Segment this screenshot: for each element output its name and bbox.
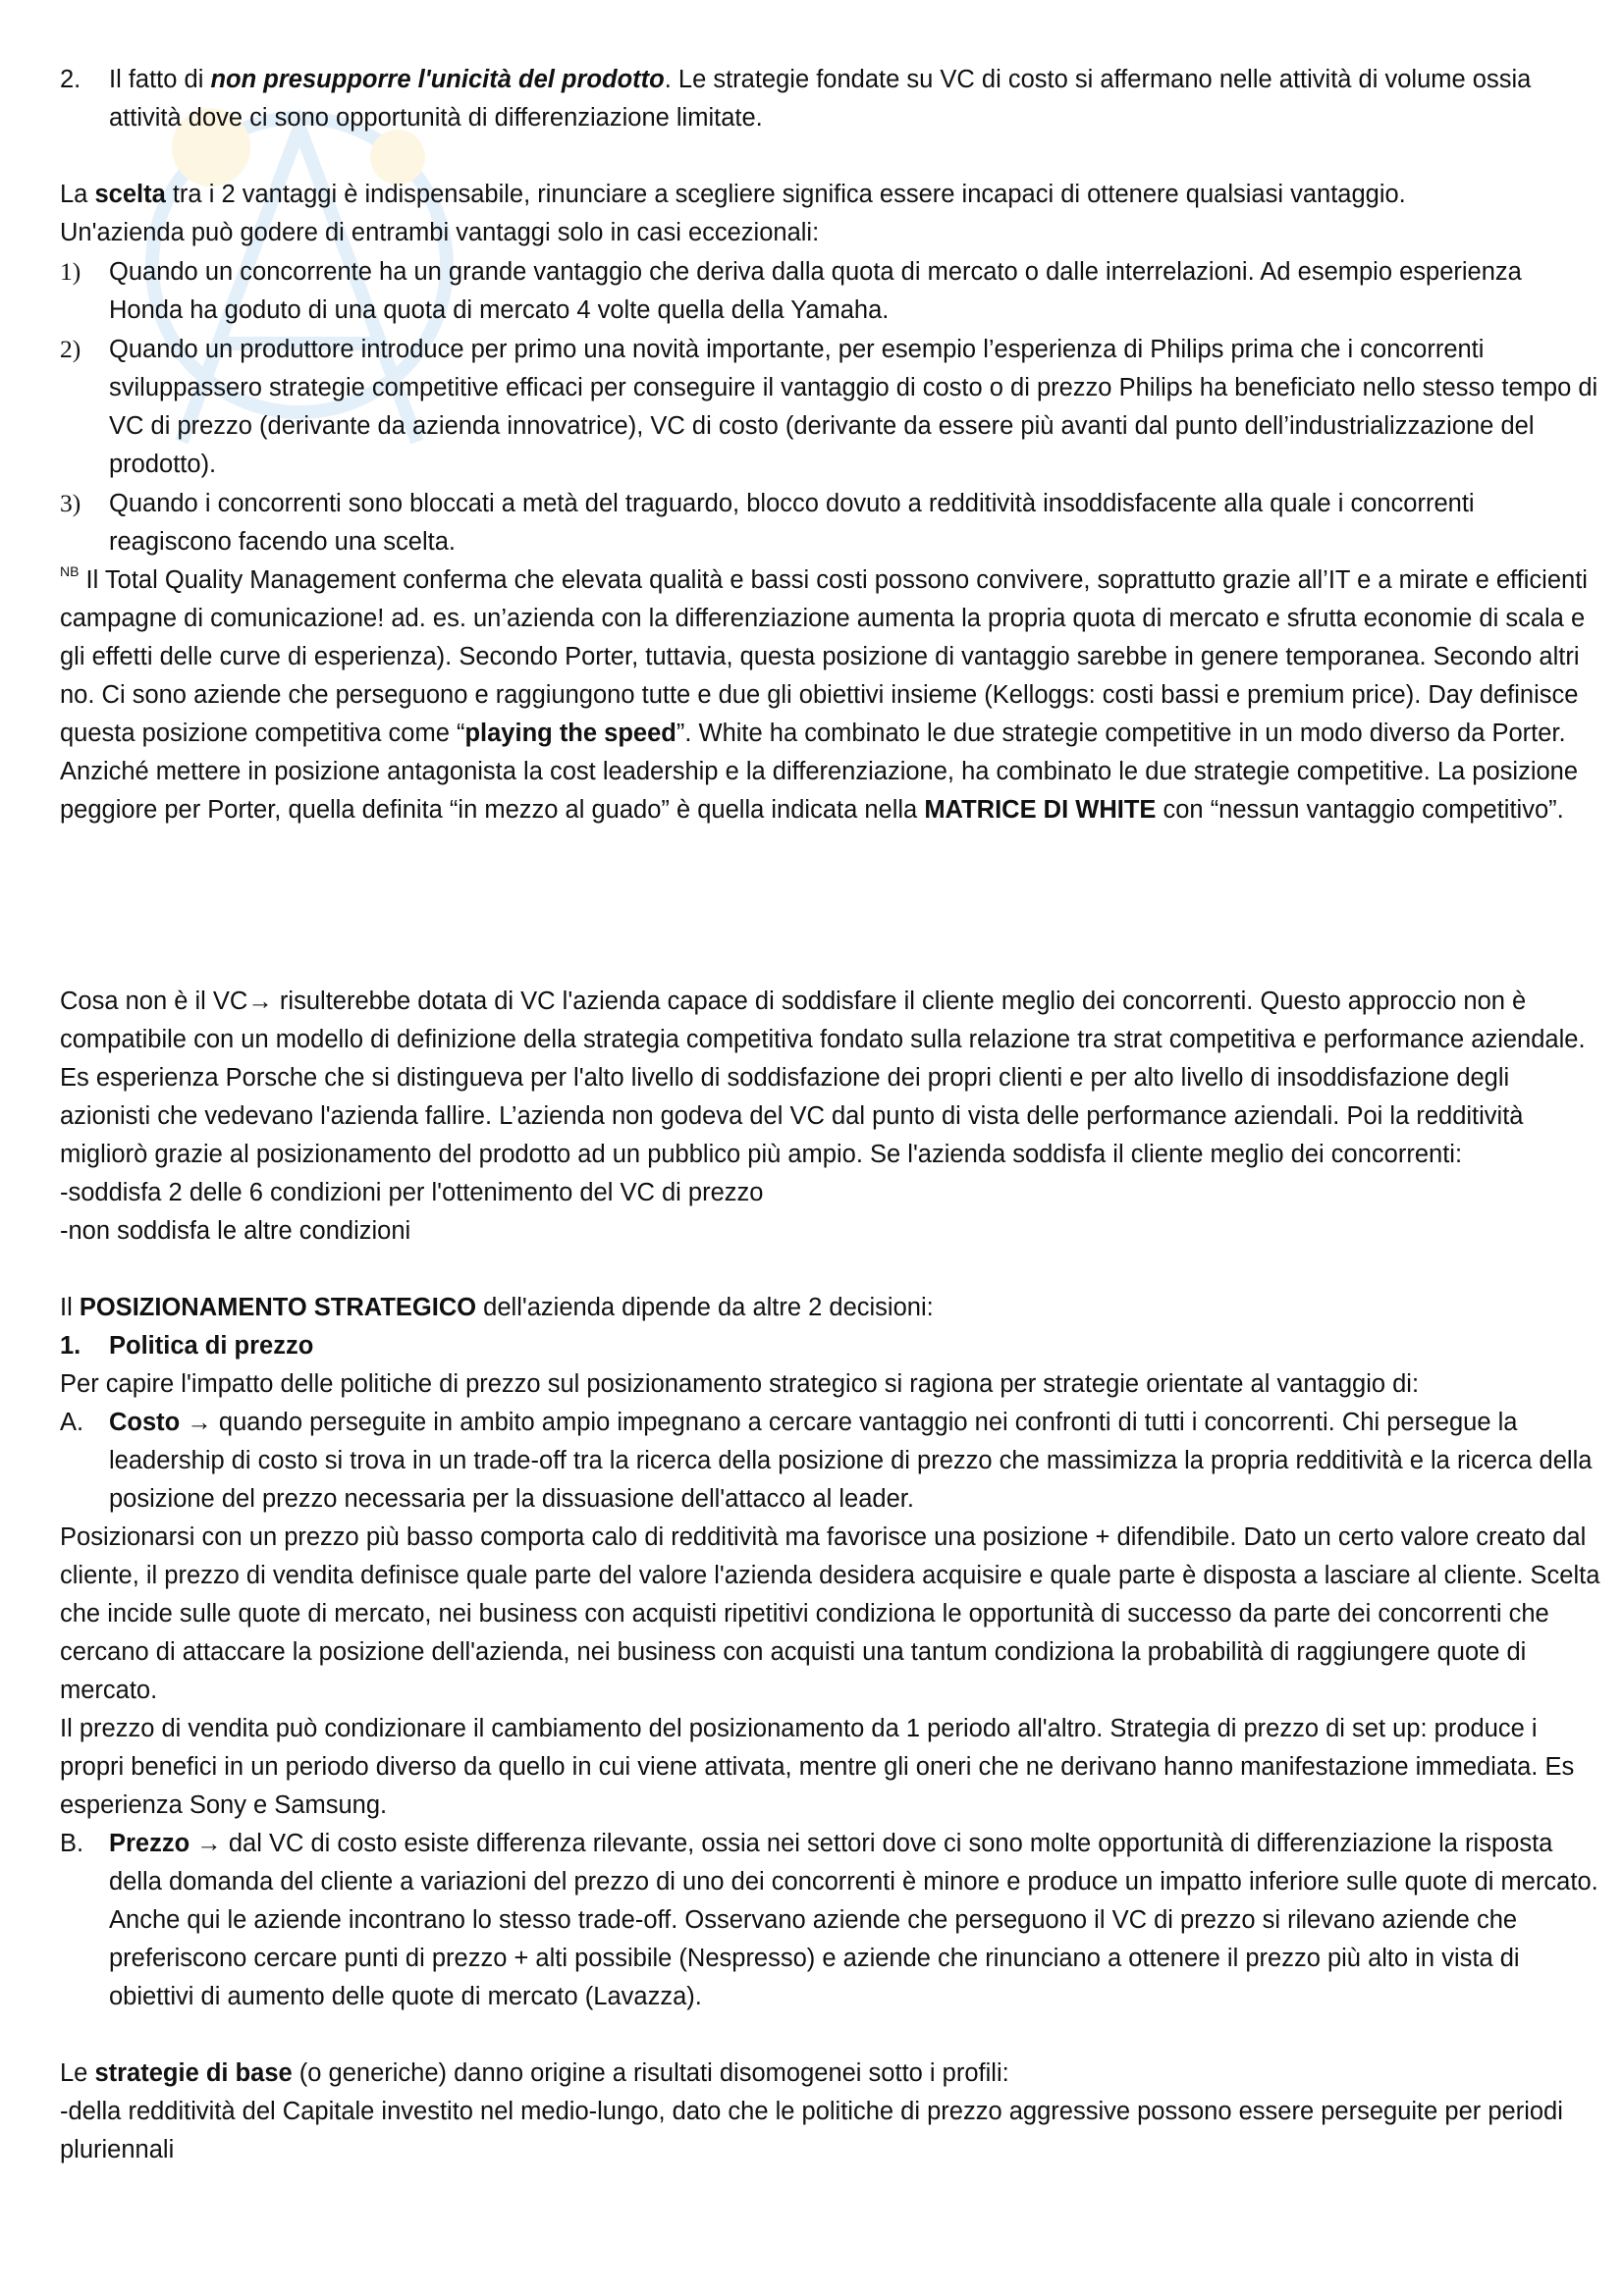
bold-term: playing the speed (464, 720, 676, 747)
list-line: -non soddisfa le altre condizioni (60, 1217, 411, 1245)
list-item: 3) Quando i concorrenti sono bloccati a metà del traguardo, blocco dovuto a redditività insoddisfacente alla quale i concorrenti reagiscono facendo una scelta. (60, 484, 1601, 561)
paragraph-cosa-non-e-vc: Cosa non è il VC→ risulterebbe dotata di VC l'azienda capace di soddisfare il cliente meglio dei concorrenti. Questo approccio non è compatibile con un modello di definizione della strategia competitiva fondato sulla relazione tra strat competitiva e performance aziendale. Es esperienza Porsche che si distingueva per l'alto livello di soddisfazione dei propri clienti e per alto livello di insoddisfazione degli azionisti che vedevano l'azienda fallire. L’azienda non godeva del VC dal punto di vista delle performance aziendali. Poi la redditività migliorò grazie al posizionamento del prodotto ad un pubblico più ampio. Se l'azienda soddisfa il cliente meglio dei concorrenti: (60, 988, 1586, 1168)
bold-term: strategie di base (94, 2059, 293, 2087)
bold-term: Prezzo (109, 1830, 190, 1857)
paragraph-posizionamento: Il POSIZIONAMENTO STRATEGICO dell'azienda dipende da altre 2 decisioni: (60, 1294, 934, 1321)
list-number: 2. (60, 66, 81, 93)
spacer (60, 829, 1601, 983)
list-line: -della redditività del Capitale investito nel medio-lungo, dato che le politiche di prezzo aggressive possono essere perseguite per periodi pluriennali (60, 2098, 1563, 2163)
paragraph-scelta: La scelta tra i 2 vantaggi è indispensabile, rinunciare a scegliere significa essere incapaci di ottenere qualsiasi vantaggio. (60, 181, 1406, 208)
spacer (60, 1251, 1601, 1289)
paragraph-casi: Un'azienda può godere di entrambi vantaggi solo in casi eccezionali: (60, 219, 820, 246)
spacer (60, 137, 1601, 176)
list-line: -soddisfa 2 delle 6 condizioni per l'ottenimento del VC di prezzo (60, 1179, 764, 1206)
section-heading (60, 1327, 1601, 1365)
paragraph-prezzo-vendita: Il prezzo di vendita può condizionare il cambiamento del posizionamento da 1 periodo all'altro. Strategia di prezzo di set up: produce i propri benefici in un periodo diverso da quello in cui viene attivata, mentre gli oneri che ne derivano hanno manifestazione immediata. Es esperienza Sony e Samsung. (60, 1715, 1575, 1819)
bold-term: scelta (94, 181, 166, 208)
paragraph-intro: Per capire l'impatto delle politiche di prezzo sul posizionamento strategico si ragiona per strategie orientate al vantaggio di: (60, 1370, 1420, 1398)
document-page (60, 61, 1601, 2169)
paragraph-nb: $^{NB}$ Il Total Quality Management conferma che elevata qualità e bassi costi possono convivere, soprattutto grazie all’IT e a mirate e efficienti campagne di comunicazione! ad. es. un’azienda con la differenziazione aumenta la propria quota di mercato e sfrutta economie di scala e gli effetti delle curve di esperienza). Secondo Porter, tuttavia, questa posizione di vantaggio sarebbe in genere temporanea. Secondo altri no. Ci sono aziende che perseguono e raggiungono tutte e due gli obiettivi insieme (Kelloggs: costi bassi e premium price). Day definisce questa posizione competitiva come “playing the speed”. White ha combinato le due strategie competitive in un modo diverso da Porter. Anziché mettere in posizione antagonista la cost leadership e la differenziazione, ha combinato le due strategie competitive. La posizione peggiore per Porter, quella definita “in mezzo al guado” è quella indicata nella MATRICE DI WHITE con “nessun vantaggio competitivo”. (60, 563, 1588, 824)
paragraph-posizionarsi: Posizionarsi con un prezzo più basso comporta calo di redditività ma favorisce una posizione + difendibile. Dato un certo valore creato dal cliente, il prezzo di vendita definisce quale parte del valore l'azienda desidera acquisire e quale parte è disposta a lasciare al cliente. Scelta che incide sulle quote di mercato, nei business con acquisti ripetitivi condiziona le opportunità di successo da parte dei concorrenti che cercano di attaccare la posizione dell'azienda, nei business con acquisti una tantum condiziona la probabilità di raggiungere quote di mercato. (60, 1523, 1600, 1704)
list-letter: A. (60, 1409, 84, 1436)
list-item-prezzo: B. Prezzo → dal VC di costo esiste differenza rilevante, ossia nei settori dove ci sono molte opportunità di differenziazione la risposta della domanda del cliente a variazioni del prezzo di uno dei concorrenti è minore e produce un impatto inferiore sulle quote di mercato. Anche qui le aziende incontrano lo stesso trade-off. Osservano aziende che perseguono il VC di prezzo si rilevano aziende che preferiscono cercare punti di prezzo + alti possibile (Nespresso) e aziende che rinunciano a ottenere il prezzo più alto in vista di obiettivi di aumento delle quote di mercato (Lavazza). (60, 1825, 1601, 2016)
list-item: 1) Quando un concorrente ha un grande vantaggio che deriva dalla quota di mercato o dalle interrelazioni. Ad esempio esperienza Honda ha goduto di una quota di mercato 4 volte quella della Yamaha. (60, 252, 1601, 330)
list-number: 2) (60, 335, 81, 363)
list-item: 2) Quando un produttore introduce per primo una novità importante, per esempio l’esperienza di Philips prima che i concorrenti sviluppassero strategie competitive efficaci per conseguire il vantaggio di costo o di prezzo Philips ha beneficiato nello stesso tempo di VC di prezzo (derivante da azienda innovatrice), VC di costo (derivante da essere più avanti dal punto dell’industrializzazione del prodotto). (60, 330, 1601, 484)
list-number: 1. (60, 1332, 81, 1360)
list-number: 1) (60, 257, 81, 286)
nb-superscript: NB (60, 563, 80, 579)
heading-label: Politica di prezzo (109, 1332, 314, 1360)
spacer (60, 2016, 1601, 2055)
bold-term: MATRICE DI WHITE (924, 796, 1157, 824)
bold-term: Costo → (109, 1409, 212, 1436)
paragraph-strategie-base: Le strategie di base (o generiche) danno origine a risultati disomogenei sotto i profili: (60, 2059, 1009, 2087)
list-number: 3) (60, 489, 81, 517)
bold-term: POSIZIONAMENTO STRATEGICO (79, 1294, 477, 1321)
paragraph-unicita: 2. Il fatto di non presupporre l'unicità del prodotto. Le strategie fondate su VC di costo si affermano nelle attività di volume ossia attività dove ci sono opportunità di differenziazione limitate. (60, 61, 1601, 137)
list-letter: B. (60, 1830, 84, 1857)
list-item-costo: A. Costo → quando perseguite in ambito ampio impegnano a cercare vantaggio nei confronti di tutti i concorrenti. Chi persegue la leadership di costo si trova in un trade-off tra la ricerca della posizione di prezzo che massimizza la propria redditività e la ricerca della posizione del prezzo necessaria per la dissuasione dell'attacco al leader. (60, 1404, 1601, 1519)
emphasis-text: non presupporre l'unicità del prodotto (210, 66, 665, 93)
